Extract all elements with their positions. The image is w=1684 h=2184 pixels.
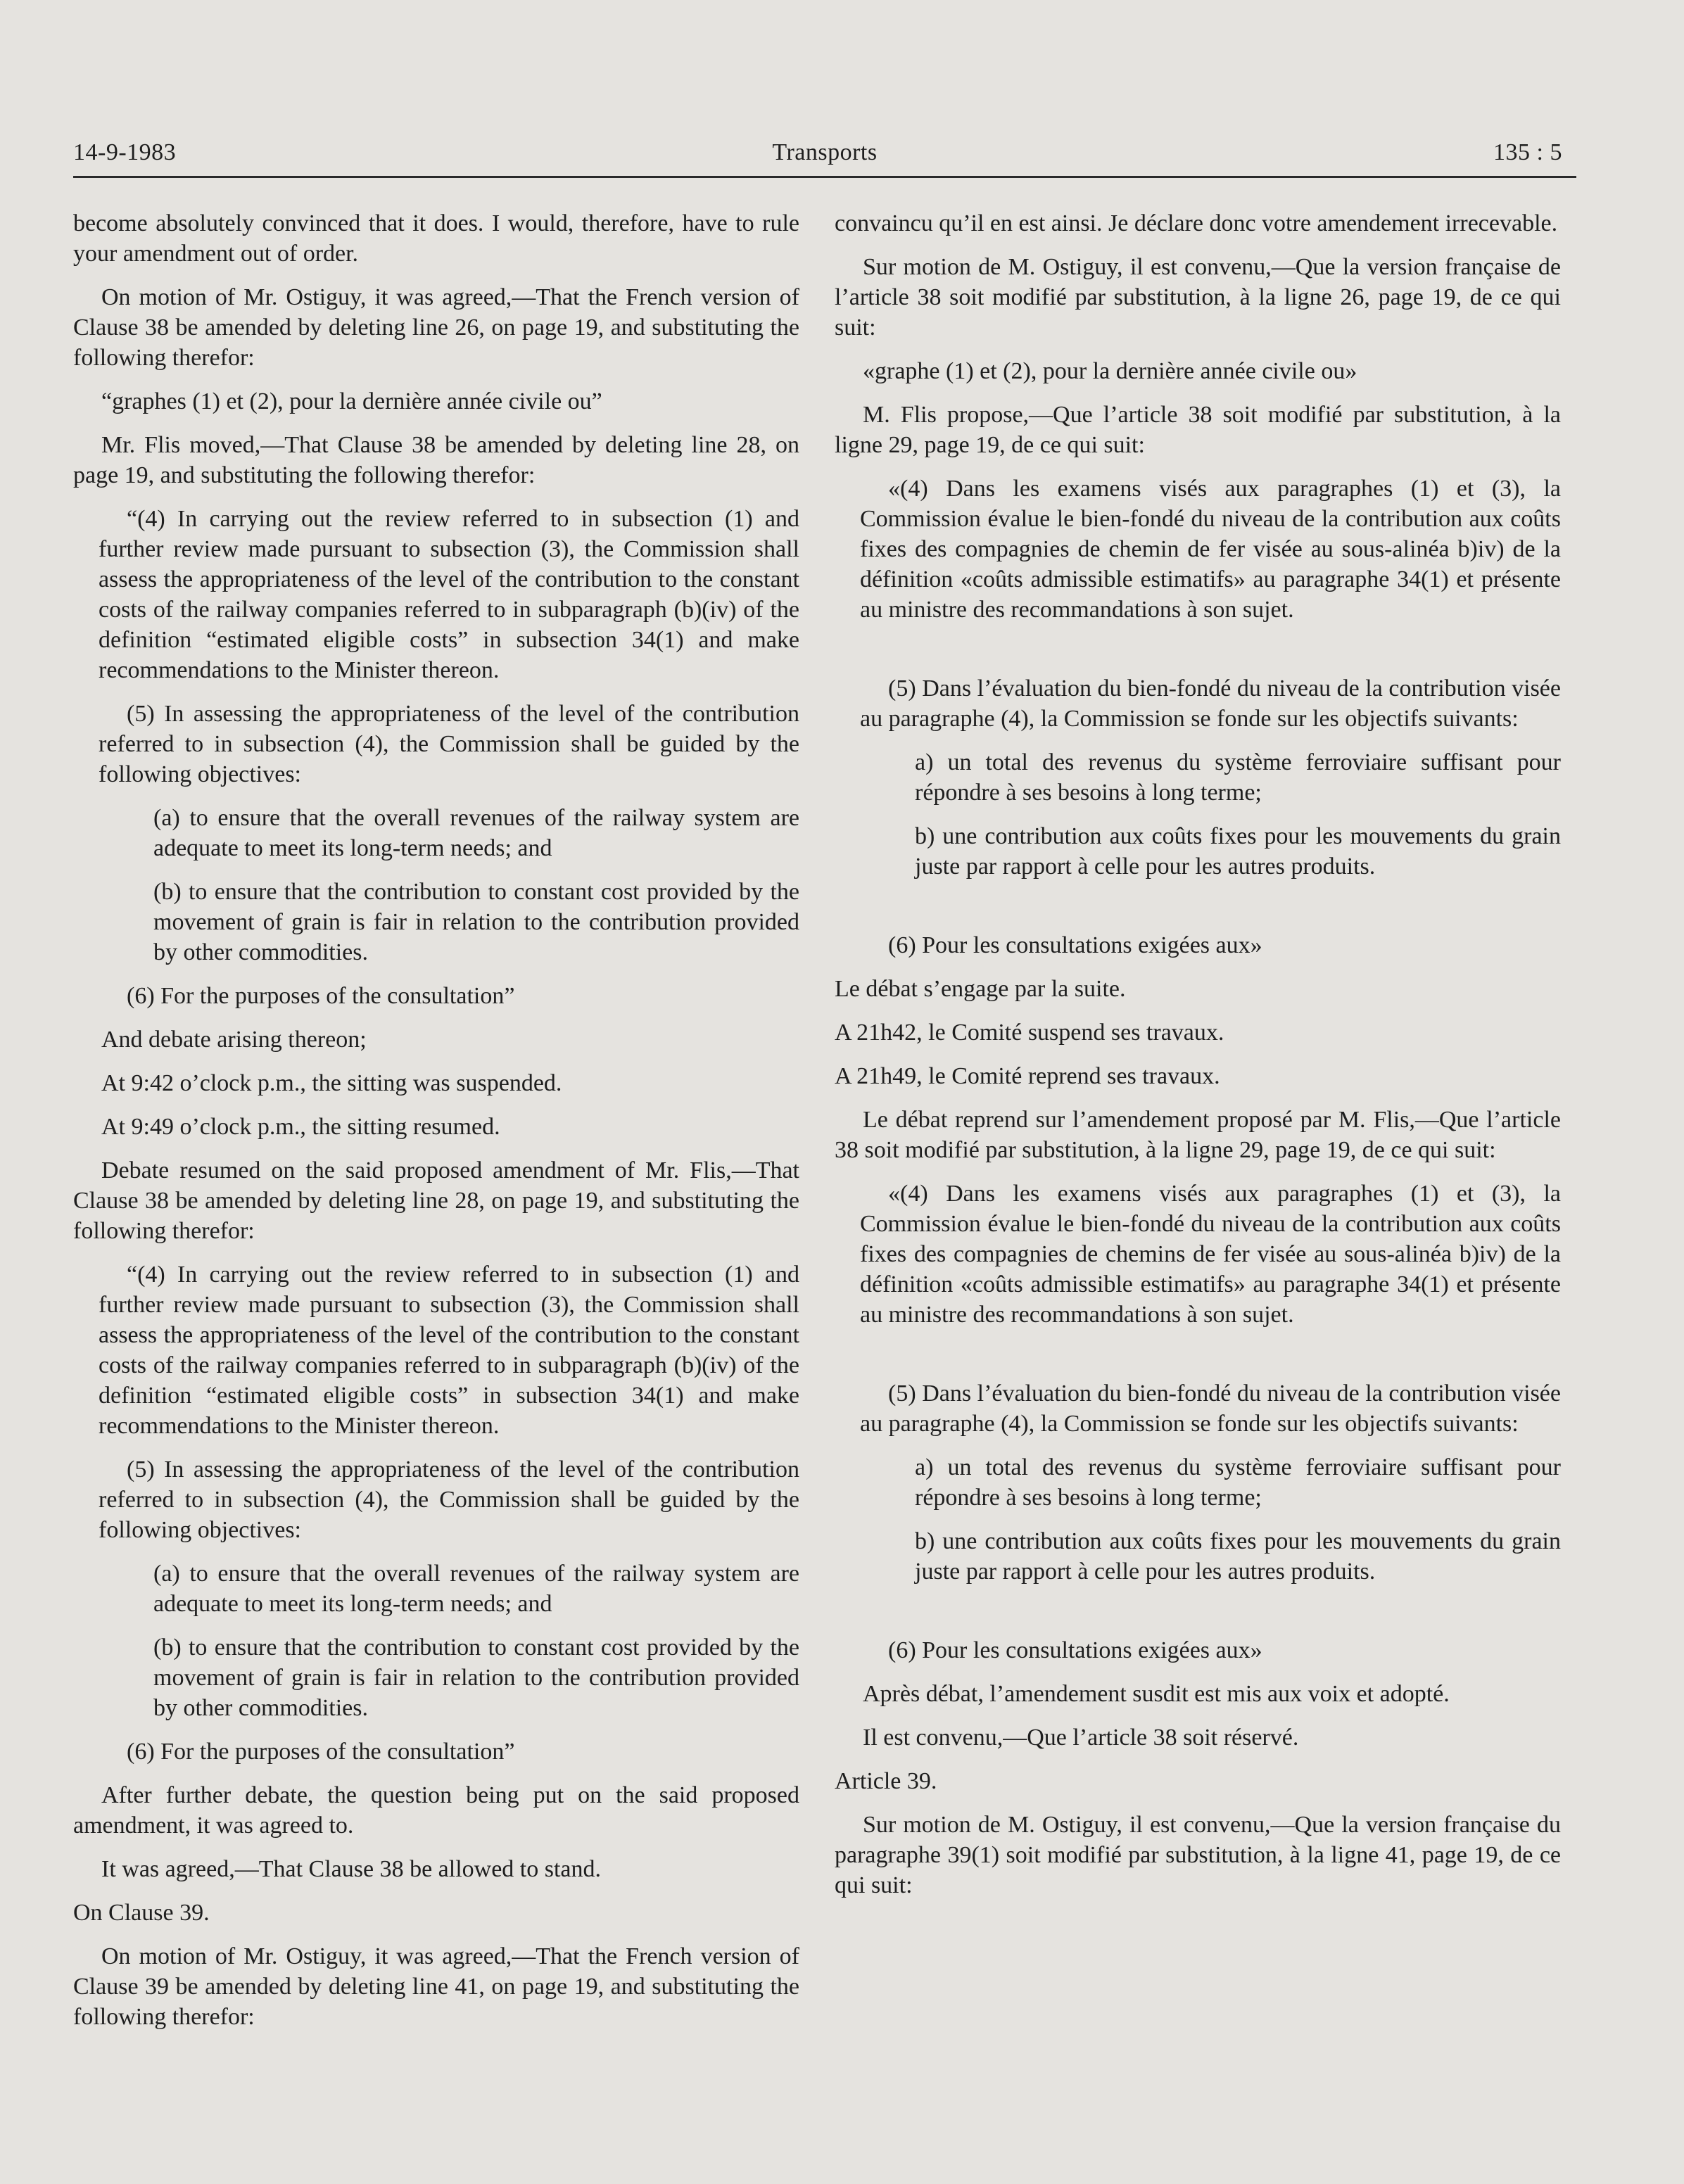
subsection: “(4) In carrying out the review referred to in subsection (1) and further review made pursuant to subsection (3), the Commission shall assess the appropriateness of the level of the contribution to the constant costs of the railway companies referred to in subparagraph (b)(iv) of the definition “estimated eligible costs” in subsection 34(1) and make recommendations to the Minister thereon. xyxy=(99,506,799,683)
amendment-quote xyxy=(73,1259,799,1767)
paragraph: On motion of Mr. Ostiguy, it was agreed,—That the French version of Clause 38 be amended by deleting line 26, on page 19, and substituting the following therefor: xyxy=(73,284,799,371)
paragraph: Sur motion de M. Ostiguy, il est convenu,—Que la version française du paragraphe 39(1) soit modifié par substitution, à la ligne 41, page 19, de ce qui suit: xyxy=(835,1812,1561,1898)
paragraph: A 21h42, le Comité suspend ses travaux. xyxy=(835,1020,1224,1046)
amendment-quote xyxy=(835,474,1561,960)
subsection: (6) For the purposes of the consultation” xyxy=(127,1739,515,1765)
subsection: (5) Dans l’évaluation du bien-fondé du niveau de la contribution visée au paragraphe (4), la Commission se fonde sur les objectifs suivants: xyxy=(860,675,1561,732)
spacer xyxy=(860,895,1561,930)
paragraph: Mr. Flis moved,—That Clause 38 be amended by deleting line 28, on page 19, and substituting the following therefor: xyxy=(73,432,799,488)
paragraph: At 9:42 o’clock p.m., the sitting was suspended. xyxy=(101,1070,562,1096)
paragraph: Debate resumed on the said proposed amendment of Mr. Flis,—That Clause 38 be amended by deleting line 28, on page 19, and substituting the following therefor: xyxy=(73,1157,799,1244)
paragraph: A 21h49, le Comité reprend ses travaux. xyxy=(835,1063,1220,1089)
paragraph: Il est convenu,—Que l’article 38 soit réservé. xyxy=(863,1725,1299,1751)
paragraph: Sur motion de M. Ostiguy, il est convenu,—Que la version française de l’article 38 soit modifié par substitution, à la ligne 26, page 19, de ce qui suit: xyxy=(835,254,1561,341)
clause-heading: Article 39. xyxy=(835,1768,937,1794)
clause-item: (a) to ensure that the overall revenues of the railway system are adequate to meet its long-term needs; and xyxy=(153,805,799,861)
header-title: Transports xyxy=(772,139,878,165)
amendment-quote xyxy=(73,504,799,1011)
subsection: (5) Dans l’évaluation du bien-fondé du niveau de la contribution visée au paragraphe (4), la Commission se fonde sur les objectifs suivants: xyxy=(860,1380,1561,1437)
clause-item: a) un total des revenus du système ferroviaire suffisant pour répondre à ses besoins à long terme; xyxy=(915,1454,1561,1511)
paragraph: convaincu qu’il en est ainsi. Je déclare donc votre amendement irrecevable. xyxy=(835,210,1558,236)
english-column xyxy=(73,208,799,2045)
amendment-quote xyxy=(835,1179,1561,1665)
subsection: «(4) Dans les examens visés aux paragraphes (1) et (3), la Commission évalue le bien-fondé du niveau de la contribution aux coûts fixes des compagnies de chemin de fer visée au sous-alinéa b)iv) de la définition «coûts admissible estimatifs» au paragraphe 34(1) et présente au ministre des recommandations à son sujet. xyxy=(860,476,1561,623)
subsection: (5) In assessing the appropriateness of the level of the contribution referred to in subsection (4), the Commission shall be guided by the following objectives: xyxy=(99,701,799,787)
french-column xyxy=(835,208,1561,1914)
subsection: «(4) Dans les examens visés aux paragraphes (1) et (3), la Commission évalue le bien-fondé du niveau de la contribution aux coûts fixes des compagnies de chemins de fer visée au sous-alinéa b)iv) de la définition «coûts admissible estimatifs» au paragraphe 34(1) et présente au ministre des recommandations à son sujet. xyxy=(860,1181,1561,1328)
paragraph: It was agreed,—That Clause 38 be allowed to stand. xyxy=(101,1856,602,1882)
clause-item: (b) to ensure that the contribution to constant cost provided by the movement of grain is fair in relation to the contribution provided by other commodities. xyxy=(153,879,799,965)
subsection: (6) Pour les consultations exigées aux» xyxy=(888,932,1262,958)
quoted-text: “graphes (1) et (2), pour la dernière année civile ou” xyxy=(101,388,602,414)
subsection: (5) In assessing the appropriateness of the level of the contribution referred to in subsection (4), the Commission shall be guided by the following objectives: xyxy=(99,1456,799,1543)
spacer xyxy=(860,638,1561,673)
clause-item: a) un total des revenus du système ferroviaire suffisant pour répondre à ses besoins à long terme; xyxy=(915,749,1561,806)
paragraph: On motion of Mr. Ostiguy, it was agreed,—That the French version of Clause 39 be amended by deleting line 41, on page 19, and substituting the following therefor: xyxy=(73,1943,799,2030)
paragraph: Le débat reprend sur l’amendement proposé par M. Flis,—Que l’article 38 soit modifié par substitution, à la ligne 29, page 19, de ce qui suit: xyxy=(835,1107,1561,1163)
clause-item: b) une contribution aux coûts fixes pour les mouvements du grain juste par rapport à celle pour les autres produits. xyxy=(915,1528,1561,1585)
paragraph: At 9:49 o’clock p.m., the sitting resumed. xyxy=(101,1114,500,1140)
paragraph: And debate arising thereon; xyxy=(101,1027,367,1053)
header-page-number: 135 : 5 xyxy=(1493,139,1562,165)
subsection: “(4) In carrying out the review referred to in subsection (1) and further review made pursuant to subsection (3), the Commission shall assess the appropriateness of the level of the contribution to the constant costs of the railway companies referred to in subparagraph (b)(iv) of the definition “estimated eligible costs” in subsection 34(1) and make recommendations to the Minister thereon. xyxy=(99,1262,799,1439)
quoted-text: «graphe (1) et (2), pour la dernière année civile ou» xyxy=(863,358,1357,384)
clause-item: (b) to ensure that the contribution to constant cost provided by the movement of grain is fair in relation to the contribution provided by other commodities. xyxy=(153,1634,799,1721)
paragraph: Après débat, l’amendement susdit est mis aux voix et adopté. xyxy=(863,1681,1450,1707)
subsection: (6) For the purposes of the consultation” xyxy=(127,983,515,1009)
clause-heading: On Clause 39. xyxy=(73,1900,210,1926)
paragraph: M. Flis propose,—Que l’article 38 soit modifié par substitution, à la ligne 29, page 19, de ce qui suit: xyxy=(835,402,1561,458)
spacer xyxy=(860,1600,1561,1635)
header-date: 14-9-1983 xyxy=(73,139,177,165)
running-header xyxy=(73,138,1576,178)
spacer xyxy=(860,1343,1561,1378)
clause-item: (a) to ensure that the overall revenues of the railway system are adequate to meet its long-term needs; and xyxy=(153,1561,799,1617)
paragraph: Le débat s’engage par la suite. xyxy=(835,976,1126,1002)
subsection: (6) Pour les consultations exigées aux» xyxy=(888,1637,1262,1663)
paragraph: become absolutely convinced that it does. I would, therefore, have to rule your amendment out of order. xyxy=(73,210,799,267)
clause-item: b) une contribution aux coûts fixes pour les mouvements du grain juste par rapport à celle pour les autres produits. xyxy=(915,823,1561,880)
paragraph: After further debate, the question being put on the said proposed amendment, it was agreed to. xyxy=(73,1782,799,1839)
